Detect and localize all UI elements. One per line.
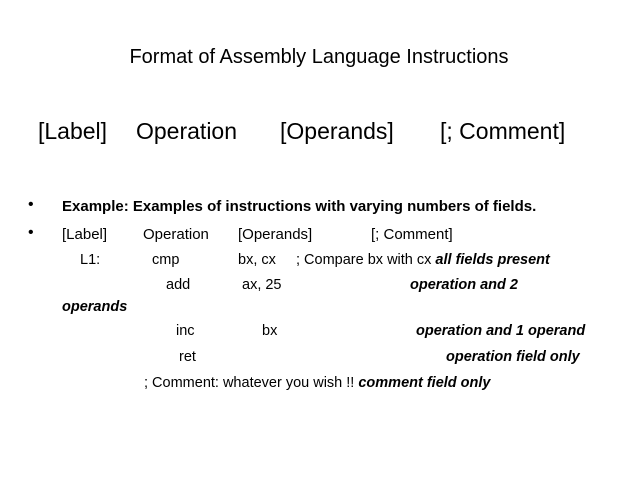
format-operands: [Operands]: [280, 118, 394, 144]
row4-note: operation field only: [446, 349, 580, 365]
row5-note: comment field only: [358, 375, 491, 391]
slide-title: Format of Assembly Language Instructions: [129, 46, 509, 68]
row2-note-b: operands: [62, 299, 128, 315]
row1-label: L1:: [80, 252, 101, 268]
row5-line: [144, 375, 491, 391]
row3-op: inc: [176, 323, 195, 339]
header-operands: [Operands]: [238, 226, 313, 243]
header-label: [Label]: [62, 226, 108, 243]
row2-operands: ax, 25: [242, 277, 282, 293]
example-text: Example: Examples of instructions with varying numbers of fields.: [62, 198, 537, 215]
row3-note: operation and 1 operand: [416, 323, 586, 339]
row1-comment: [296, 252, 550, 268]
header-comment: [; Comment]: [371, 226, 453, 243]
row1-note: all fields present: [435, 252, 550, 268]
format-comment: [; Comment]: [440, 118, 566, 144]
bullet-icon: •: [28, 196, 34, 213]
bullet-icon: •: [28, 224, 34, 241]
row3-operands: bx: [262, 323, 278, 339]
format-label: [Label]: [38, 118, 108, 144]
row2-note-a: operation and 2: [410, 277, 518, 293]
row5-comment: ; Comment: whatever you wish !!: [144, 375, 355, 391]
header-operation: Operation: [143, 226, 209, 243]
row2-op: add: [166, 277, 191, 293]
row1-op: cmp: [152, 252, 180, 268]
format-operation: Operation: [136, 118, 238, 144]
row1-operands: bx, cx: [238, 252, 276, 268]
row1-comment-text: ; Compare bx with cx: [296, 252, 432, 268]
row4-op: ret: [179, 349, 196, 365]
